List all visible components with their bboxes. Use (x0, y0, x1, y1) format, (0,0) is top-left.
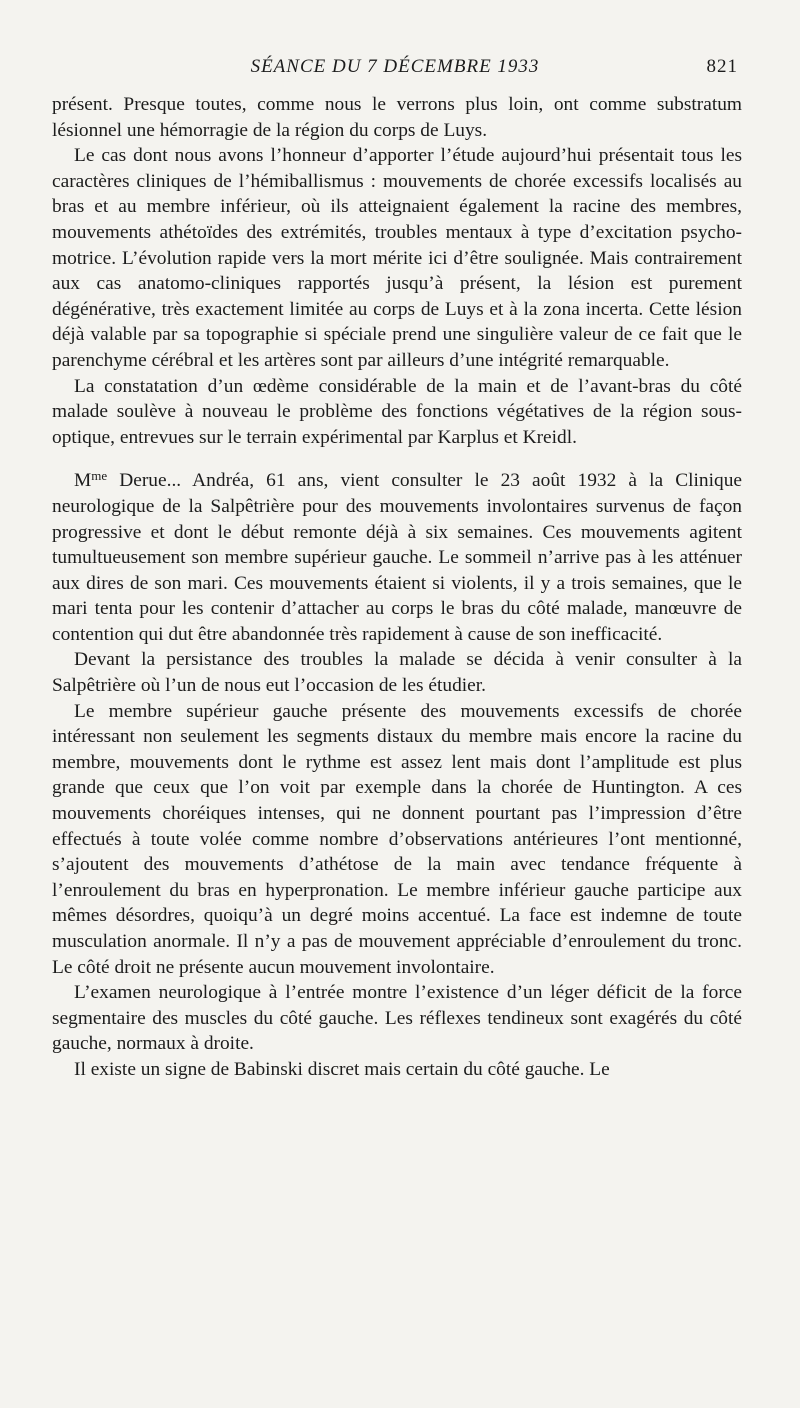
paragraph: Devant la persistance des troubles la malade se décida à venir consulter à la Salpêtrière où l’un de nous eut l’occasion de les étudier. (52, 649, 742, 697)
paragraph: Le membre supérieur gauche présente des mouvements excessifs de chorée intéressant non seulement les segments distaux du membre mais encore la racine du membre, mouvements dont le rythme est assez lent mais dont l’amplitude est plus grande que ceux que l’on voit par exemple dans la chorée de Huntington. A ces mouvements choréiques intenses, qui ne donnent pourtant pas l’impression d’être effectués à toute volée comme nombre d’observations antérieures l’ont mentionné, s’ajoutent des mouvements d’athétose de la main avec tendance fréquente à l’enroulement du bras en hyperpronation. Le membre inférieur gauche participe aux mêmes désordres, quoiqu’à un degré moins accentué. La face est indemne de toute musculation anormale. Il n’y a pas de mouvement appréciable d’enroulement du tronc. Le côté droit ne présente aucun mouvement involontaire. (52, 700, 742, 978)
case-paragraph (52, 463, 742, 647)
page-header (52, 56, 738, 84)
body-text (52, 92, 742, 1083)
honorific (74, 470, 107, 491)
honorific-superscript: me (91, 468, 108, 484)
paragraph: L’examen neurologique à l’entrée montre l’existence d’un léger déficit de la force segmentaire des muscles du côté gauche. Les réflexes tendineux sont exagérés du côté gauche, normaux à droite. (52, 982, 742, 1055)
case-text: Derue... Andréa, 61 ans, vient consulter le 23 août 1932 à la Clinique neurologique de la Salpêtrière pour des mouvements involontaires survenus de façon progressive et dont le début remonte déjà à six semaines. Ces mouvements agitent tumultueusement son membre supérieur gauche. Le sommeil n’arrive pas à les atténuer aux dires de son mari. Ces mouvements étaient si violents, il y a trois semaines, que le mari tenta pour les contenir d’attacher au corps le bras du côté malade, manœuvre de contention qui dut être abandonnée très rapidement à cause de son inefficacité. (52, 470, 742, 645)
paragraph: Il existe un signe de Babinski discret mais certain du côté gauche. Le (74, 1058, 610, 1080)
page-number: 821 (706, 56, 738, 77)
honorific-prefix: M (74, 470, 92, 492)
paragraph: La constatation d’un œdème considérable de la main et de l’avant-bras du côté malade soulève à nouveau le problème des fonctions végétatives de la région sous-optique, entrevues sur le terrain expérimental par Karplus et Kreidl. (52, 375, 742, 448)
paragraph: présent. Presque toutes, comme nous le verrons plus loin, ont comme substratum lésionnel une hémorragie de la région du corps de Luys. (52, 94, 742, 141)
paragraph: Le cas dont nous avons l’honneur d’apporter l’étude aujourd’hui présentait tous les caractères cliniques de l’hémiballismus : mouvements de chorée excessifs localisés au bras et au membre inférieur, où ils atteignaient également la racine des membres, mouvements athétoïdes des extrémités, troubles mentaux à type d’excitation psycho-motrice. L’évolution rapide vers la mort mérite ici d’être soulignée. Mais contrairement aux cas anatomo-cliniques rapportés jusqu’à présent, la lésion est purement dégénérative, très exactement limitée au corps de Luys et à la zona incerta. Cette lésion déjà valable par sa topographie si spéciale prend une singulière valeur de ce fait que le parenchyme cérébral et les artères sont par ailleurs d’une intégrité remarquable. (52, 145, 742, 371)
running-head: SÉANCE DU 7 DÉCEMBRE 1933 (250, 56, 540, 77)
